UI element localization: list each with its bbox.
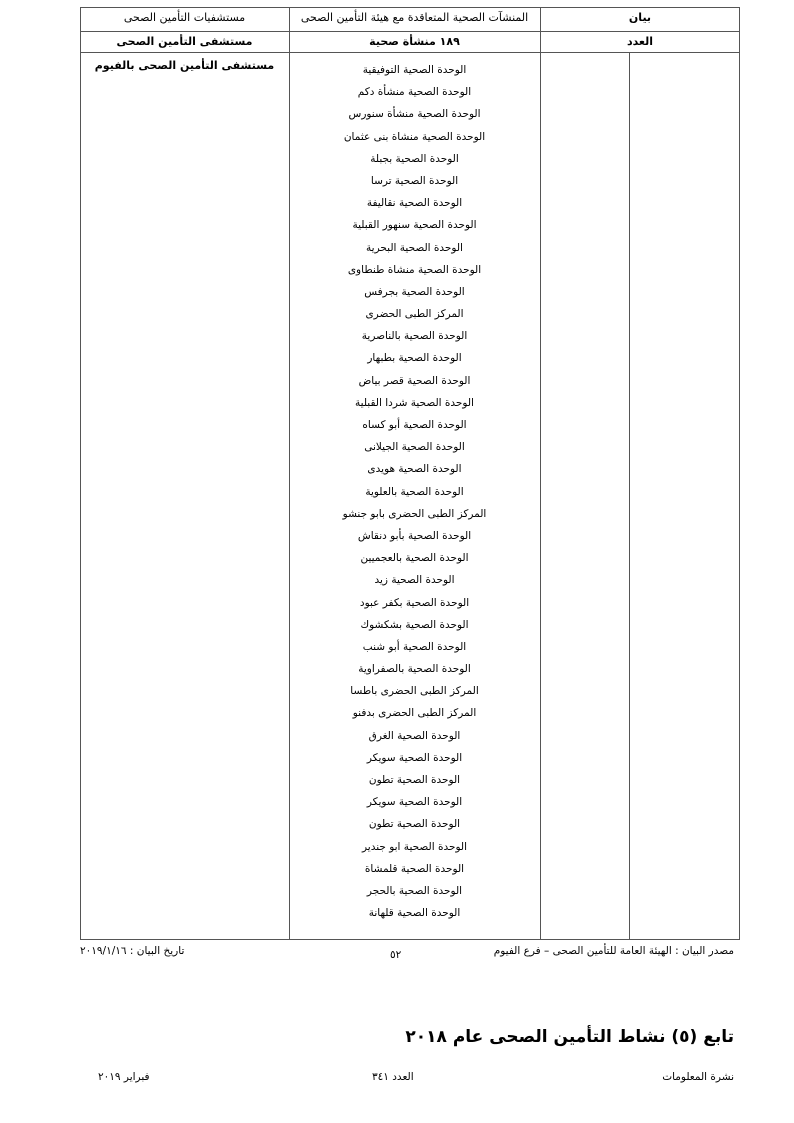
facility-list-item: الوحدة الصحية بجرفس: [364, 285, 465, 298]
section-title: تابع (٥) نشاط التأمين الصحى عام ٢٠١٨: [405, 1027, 734, 1047]
bulletin-date: فبراير ٢٠١٩: [98, 1071, 150, 1083]
table-bottom-border: [80, 939, 740, 940]
facility-list-item: الوحدة الصحية بالناصرية: [361, 330, 468, 343]
facility-list-item: الوحدة الصحية قصر بياض: [358, 374, 471, 387]
facility-list-item: الوحدة الصحية أبو شنب: [362, 640, 467, 653]
facility-list-item: الوحدة الصحية الغرق: [368, 729, 461, 742]
facility-list-item: المركز الطبى الحضرى بابو جنشو: [342, 507, 487, 520]
facility-list-item: الوحدة الصحية تطون: [368, 774, 461, 786]
facility-list-item: الوحدة الصحية قلمشاة: [364, 862, 465, 875]
facility-list-item: المركز الطبى الحضرى بدفنو: [352, 707, 477, 720]
facility-list-item: الوحدة الصحية سويكر: [366, 796, 463, 809]
facility-list-item: المركز الطبى الحضرى: [365, 308, 464, 321]
facility-list: [289, 59, 540, 924]
facility-list-item: الوحدة الصحية سنهور القبلية: [352, 219, 477, 232]
facility-list-item: الوحدة الصحية بطبهار: [367, 352, 462, 365]
header-facilities: المنشآت الصحية المتعاقدة مع هيئة التأمين الصحى: [300, 11, 529, 24]
facility-list-item: الوحدة الصحية بالعجميين: [360, 552, 469, 565]
facility-list-item: الوحدة الصحية ابو جندير: [361, 840, 467, 853]
facility-list-item: الوحدة الصحية منشاة طنطاوى: [347, 263, 482, 276]
header-row-divider: [80, 31, 740, 32]
facility-list-item: الوحدة الصحية بشكشوك: [360, 618, 469, 631]
facility-list-item: الوحدة الصحية بالعلوية: [365, 485, 464, 498]
facility-list-item: الوحدة الصحية هويدى: [367, 463, 462, 476]
facility-list-item: الوحدة الصحية بجبلة: [370, 152, 459, 165]
bulletin-issue: العدد ٣٤١: [372, 1071, 414, 1083]
facility-list-item: الوحدة الصحية البحرية: [366, 241, 463, 254]
bulletin-name: نشرة المعلومات: [662, 1071, 734, 1083]
facility-list-item: الوحدة الصحية منشأة دكم: [357, 86, 472, 99]
facility-list-item: الوحدة الصحية سويكر: [366, 751, 463, 764]
page-number: ٥٢: [390, 949, 402, 961]
count-label: العدد: [626, 35, 654, 48]
facilities-table: [80, 7, 740, 939]
source-note: مصدر البيان : الهيئة العامة للتأمين الصحى – فرع الفيوم: [493, 945, 734, 957]
table-top-border: [80, 7, 740, 8]
facility-list-item: الوحدة الصحية بكفر عبود: [359, 596, 470, 609]
facility-list-item: الوحدة الصحية زيد: [374, 574, 455, 587]
facility-list-item: الوحدة الصحية بأبو دنقاش: [357, 529, 472, 542]
facility-list-item: الوحدة الصحية منشأة سنورس: [348, 108, 481, 121]
facility-list-item: الوحدة الصحية الجيلانى: [364, 441, 465, 454]
facility-list-item: المركز الطبى الحضرى باطسا: [350, 685, 479, 698]
column-divider-facilities: [540, 7, 541, 939]
facility-list-item: الوحدة الصحية التوفيقية: [362, 64, 467, 76]
header-hospitals: مستشفيات التأمين الصحى: [123, 11, 246, 24]
hospital-name: مستشفى التأمين الصحى بالفيوم: [94, 59, 275, 72]
facility-list-item: الوحدة الصحية بالصفراوية: [358, 663, 471, 676]
facility-list-item: الوحدة الصحية نقاليفة: [366, 197, 463, 210]
facility-list-item: الوحدة الصحية أبو كساه: [362, 419, 467, 431]
facility-list-item: الوحدة الصحية تطون: [368, 818, 461, 831]
facility-list-item: الوحدة الصحية قلهانة: [368, 907, 461, 920]
table-left-border: [80, 7, 81, 939]
header-label: بيان: [628, 11, 652, 24]
count-row-divider: [80, 52, 740, 53]
data-date: تاريخ البيان : ٢٠١٩/١/١٦: [80, 945, 185, 957]
facility-list-item: الوحدة الصحية بالحجر: [366, 884, 463, 897]
facility-list-item: الوحدة الصحية شردا القبلية: [355, 396, 474, 409]
facilities-count: ١٨٩ منشأة صحية: [369, 35, 460, 48]
facility-list-item: الوحدة الصحية ترسا: [370, 174, 459, 187]
table-right-border: [739, 7, 740, 939]
column-divider-label: [629, 52, 630, 939]
facility-list-item: الوحدة الصحية منشاة بنى عثمان: [343, 130, 486, 143]
hospitals-count-value: مستشفى التأمين الصحى: [116, 35, 253, 48]
